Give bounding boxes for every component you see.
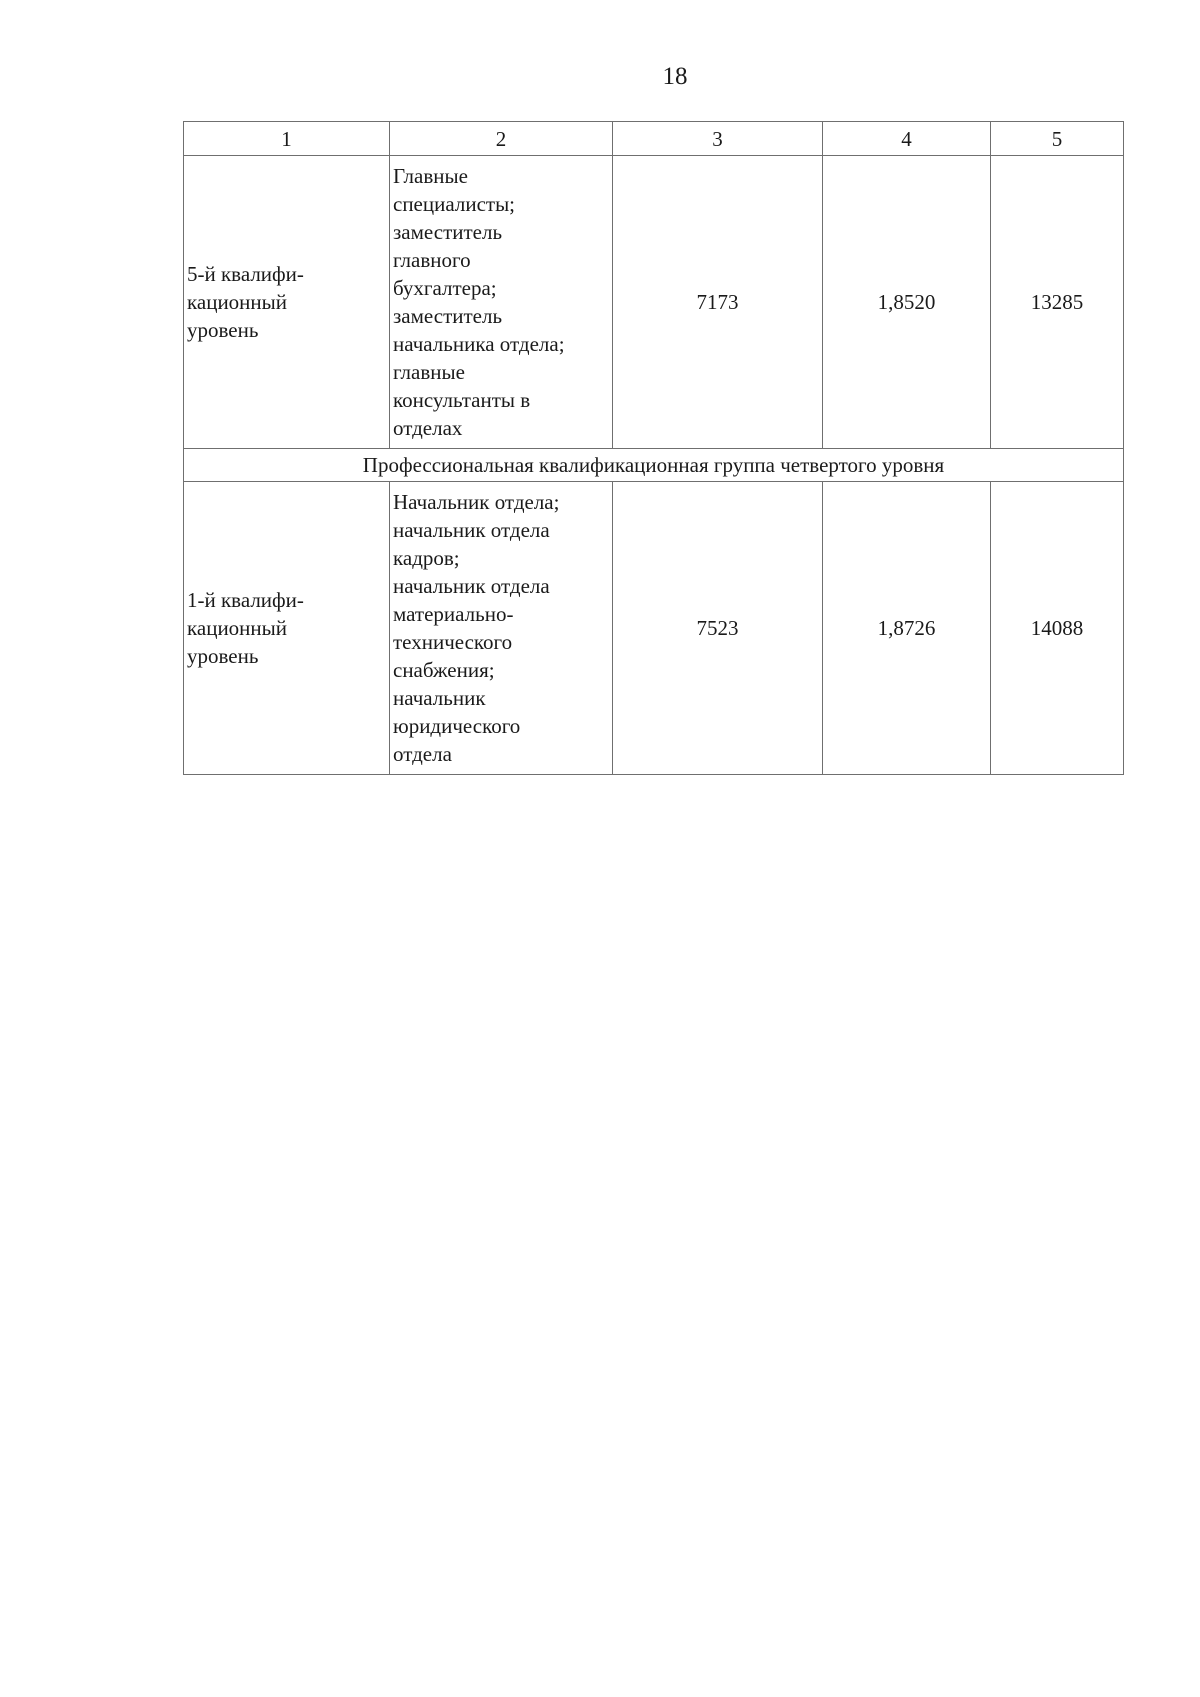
position-line: начальника отдела; xyxy=(393,332,565,356)
position-line: главные xyxy=(393,360,465,384)
position-line: заместитель xyxy=(393,220,503,244)
position-line: начальник отдела xyxy=(393,574,550,598)
column-4-value: 1,8520 xyxy=(823,156,991,449)
column-3-value: 7523 xyxy=(613,482,823,775)
position-line: бухгалтера; xyxy=(393,276,497,300)
level-line: кационный xyxy=(187,290,288,314)
position-line: заместитель xyxy=(393,304,503,328)
level-line: 1-й квалифи- xyxy=(187,588,304,612)
salary-table xyxy=(183,121,1124,775)
table-row-level-5 xyxy=(184,156,1124,449)
column-3-value: 7173 xyxy=(613,156,823,449)
position-line: отдела xyxy=(393,742,452,766)
position-line: технического xyxy=(393,630,513,654)
position-line: юридического xyxy=(393,714,521,738)
column-5-value: 13285 xyxy=(991,156,1124,449)
position-line: главного xyxy=(393,248,471,272)
header-cell-1: 1 xyxy=(184,122,390,156)
header-cell-3: 3 xyxy=(613,122,823,156)
position-line: специалисты; xyxy=(393,192,516,216)
column-4-value: 1,8726 xyxy=(823,482,991,775)
position-line: кадров; xyxy=(393,546,460,570)
header-cell-2: 2 xyxy=(390,122,613,156)
table-row-level-1 xyxy=(184,482,1124,775)
position-line: отделах xyxy=(393,416,463,440)
position-line: материально- xyxy=(393,602,514,626)
position-line: Начальник отдела; xyxy=(393,490,560,514)
page-number: 18 xyxy=(662,63,688,90)
header-cell-4: 4 xyxy=(823,122,991,156)
table-header-row xyxy=(184,122,1124,156)
position-line: начальник xyxy=(393,686,486,710)
level-line: уровень xyxy=(187,644,259,668)
positions-cell xyxy=(390,482,613,775)
group-title-row xyxy=(184,449,1124,482)
position-line: начальник отдела xyxy=(393,518,550,542)
positions-cell xyxy=(390,156,613,449)
position-line: консультанты в xyxy=(393,388,531,412)
position-line: снабжения; xyxy=(393,658,495,682)
level-line: 5-й квалифи- xyxy=(187,262,304,286)
qualification-level-cell xyxy=(184,156,390,449)
level-line: кационный xyxy=(187,616,288,640)
position-line: Главные xyxy=(393,164,468,188)
group-title: Профессиональная квалификационная группа четвертого уровня xyxy=(184,449,1124,482)
level-line: уровень xyxy=(187,318,259,342)
qualification-level-cell xyxy=(184,482,390,775)
column-5-value: 14088 xyxy=(991,482,1124,775)
header-cell-5: 5 xyxy=(991,122,1124,156)
